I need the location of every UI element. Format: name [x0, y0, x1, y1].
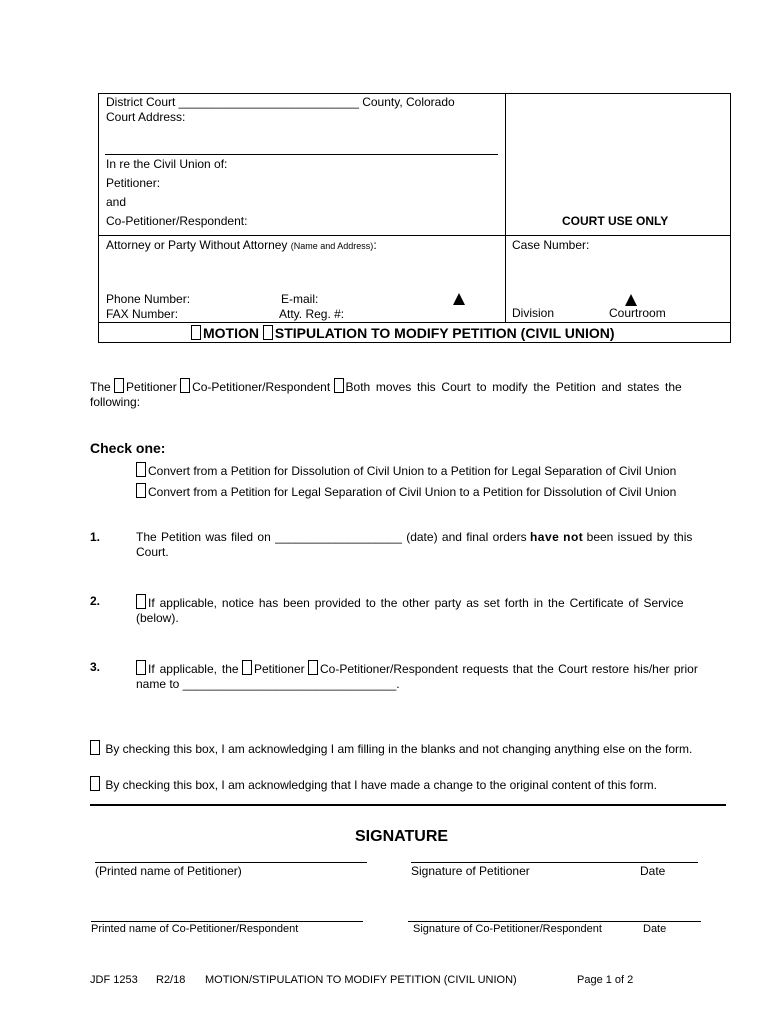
item-3-text: [136, 660, 698, 676]
option-2-text: Convert from a Petition for Legal Separation of Civil Union to a Petition for Dissolution of Civil Union: [148, 485, 677, 499]
co-petitioner-label: Co-Petitioner/Respondent:: [106, 214, 248, 228]
printed-co-petitioner-line[interactable]: [91, 921, 363, 922]
date-1-label: Date: [640, 864, 666, 878]
acknowledge-2[interactable]: [90, 776, 657, 792]
item-1-part-b: been issued by this: [586, 530, 693, 544]
attorney-text: Attorney or Party Without Attorney: [106, 238, 288, 252]
intro-line: [90, 378, 725, 394]
attorney-small-text: (Name and Address): [290, 241, 374, 251]
check-one-heading: Check one:: [90, 440, 166, 456]
signature-heading: SIGNATURE: [355, 828, 449, 845]
footer-form-number: JDF 1253: [90, 974, 138, 986]
attorney-label: [106, 238, 377, 252]
acknowledge-1[interactable]: [90, 740, 692, 756]
case-number-label: Case Number:: [512, 238, 590, 252]
item-2-text: [136, 594, 684, 610]
intro-both: Both moves this Court to modify the Petition and states the: [345, 380, 682, 394]
triangle-marker-right: [625, 294, 637, 306]
item-2-number: 2.: [90, 594, 101, 608]
title-motion: MOTION: [203, 325, 259, 341]
item-1-court: Court.: [136, 545, 169, 559]
acknowledge-1-checkbox[interactable]: [90, 740, 100, 755]
check-option-2[interactable]: [136, 483, 676, 499]
item-3-part-a: If applicable, the: [148, 662, 239, 676]
intro-the: The: [90, 380, 111, 394]
district-court-line[interactable]: District Court ___________________________ County, Colorado: [106, 95, 455, 109]
item-2-checkbox[interactable]: [136, 594, 146, 609]
acknowledge-1-text: By checking this box, I am acknowledging I am filling in the blanks and not changing anything else on the form.: [105, 742, 693, 756]
courtroom-label: Courtroom: [609, 306, 666, 320]
printed-co-petitioner-label: Printed name of Co-Petitioner/Respondent: [91, 923, 299, 935]
check-option-1[interactable]: [136, 462, 676, 478]
item-1-text: [136, 530, 692, 544]
signature-co-petitioner-line[interactable]: [408, 921, 701, 922]
item-3-co-petitioner-checkbox[interactable]: [308, 660, 318, 675]
caption-rule-2: [98, 235, 731, 236]
item-3-co-petitioner: Co-Petitioner/Respondent requests that the Court restore his/her prior: [319, 662, 698, 676]
court-address-label: Court Address:: [106, 110, 186, 124]
item-1-bold: have not: [529, 530, 584, 544]
option-2-checkbox[interactable]: [136, 483, 146, 498]
signature-co-petitioner-label: Signature of Co-Petitioner/Respondent: [413, 923, 602, 935]
footer-revision: R2/18: [156, 974, 186, 986]
acknowledge-2-checkbox[interactable]: [90, 776, 100, 791]
caption-rule-1: [105, 154, 498, 155]
atty-reg-label: Atty. Reg. #:: [279, 307, 345, 321]
item-3-number: 3.: [90, 660, 101, 674]
intro-co-petitioner-checkbox[interactable]: [180, 378, 190, 393]
item-3-petitioner-checkbox[interactable]: [242, 660, 252, 675]
item-2-part-a: If applicable, notice has been provided to the other party as set forth in the Certificate of Service: [148, 596, 684, 610]
court-use-only: COURT USE ONLY: [562, 214, 669, 228]
item-3-name-line[interactable]: name to ________________________________.: [136, 677, 400, 691]
division-label: Division: [512, 306, 555, 320]
stipulation-checkbox[interactable]: [263, 325, 273, 340]
email-label: E-mail:: [281, 292, 319, 306]
signature-petitioner-label: Signature of Petitioner: [411, 864, 530, 878]
caption-rule-3: [98, 322, 731, 323]
date-2-label: Date: [643, 923, 667, 935]
item-3-checkbox[interactable]: [136, 660, 146, 675]
motion-checkbox[interactable]: [191, 325, 201, 340]
and-label: and: [106, 195, 127, 209]
printed-petitioner-label: (Printed name of Petitioner): [95, 864, 242, 878]
option-1-checkbox[interactable]: [136, 462, 146, 477]
petitioner-label: Petitioner:: [106, 176, 161, 190]
footer-page: Page 1 of 2: [577, 974, 634, 986]
fax-label: FAX Number:: [106, 307, 179, 321]
item-1-number: 1.: [90, 530, 101, 544]
item-3-petitioner: Petitioner: [253, 662, 305, 676]
phone-label: Phone Number:: [106, 292, 191, 306]
form-title: [191, 325, 615, 341]
intro-co-petitioner: Co-Petitioner/Respondent: [192, 380, 331, 394]
printed-petitioner-line[interactable]: [95, 862, 367, 863]
intro-petitioner-checkbox[interactable]: [114, 378, 124, 393]
in-re-label: In re the Civil Union of:: [106, 157, 228, 171]
acknowledge-2-text: By checking this box, I am acknowledging that I have made a change to the original content of this form.: [105, 778, 657, 792]
title-rest: STIPULATION TO MODIFY PETITION (CIVIL UNION): [274, 325, 615, 341]
item-1-part-a: The Petition was filed on ___________________ (date) and final orders: [136, 530, 527, 544]
attorney-colon: :: [373, 238, 377, 252]
caption-divider: [505, 93, 506, 323]
option-1-text: Convert from a Petition for Dissolution of Civil Union to a Petition for Legal Separation of Civil Union: [148, 464, 677, 478]
signature-petitioner-line[interactable]: [411, 862, 698, 863]
section-divider: [90, 804, 726, 806]
intro-petitioner: Petitioner: [126, 380, 177, 394]
item-2-below: (below).: [136, 611, 179, 625]
triangle-marker-left: [453, 293, 465, 305]
intro-both-checkbox[interactable]: [334, 378, 344, 393]
footer-title: MOTION/STIPULATION TO MODIFY PETITION (CIVIL UNION): [205, 974, 517, 986]
intro-following: following:: [90, 395, 141, 409]
